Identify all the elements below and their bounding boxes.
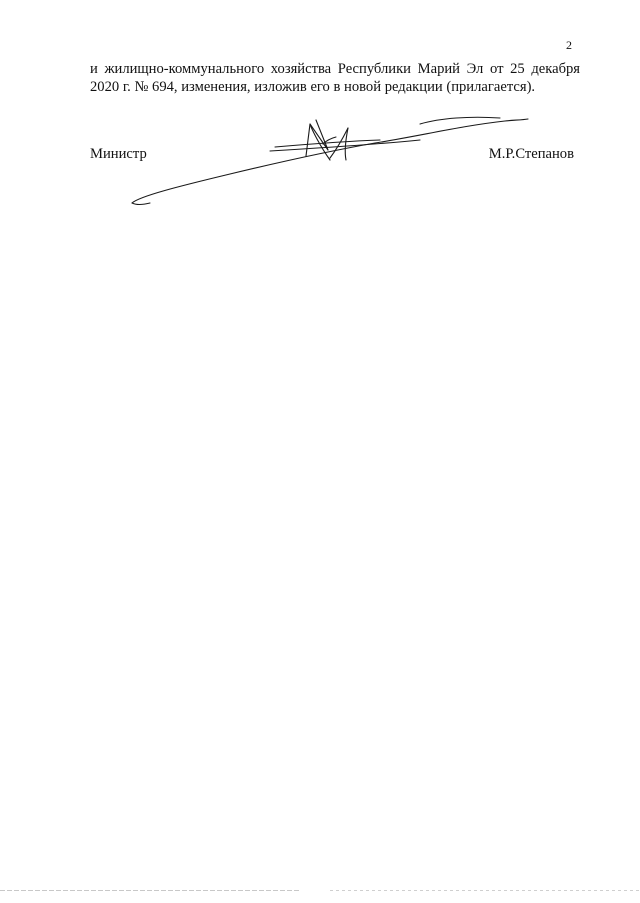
body-line-1: и жилищно-коммунального хозяйства Республики Марий Эл от 25 декабря <box>90 61 580 77</box>
page-number: 2 <box>566 38 572 52</box>
body-paragraph <box>90 61 580 96</box>
body-line-2: 2020 г. № 694, изменения, изложив его в новой редакции (прилагается). <box>90 78 536 95</box>
scan-edge-line <box>0 889 640 892</box>
signer-name: М.Р.Степанов <box>488 146 574 162</box>
signer-position: Министр <box>90 146 147 162</box>
signature-block <box>90 146 580 166</box>
